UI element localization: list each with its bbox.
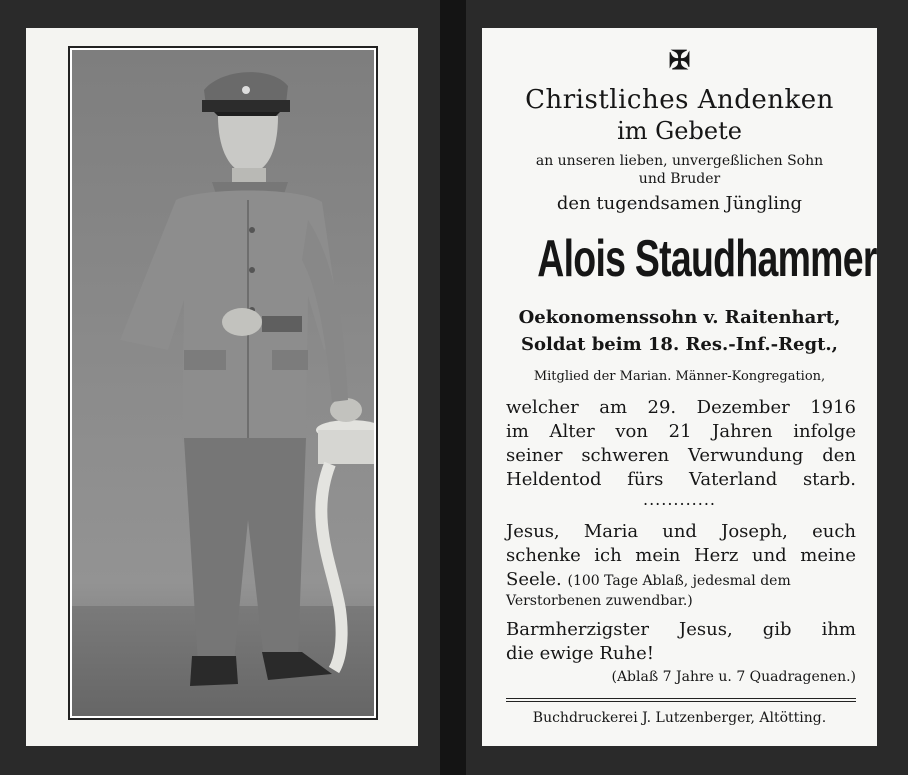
footer-rule-bottom bbox=[506, 701, 856, 702]
printer-credit: Buchdruckerei J. Lutzenberger, Altötting. bbox=[532, 710, 827, 726]
occupation-line: Oekonomenssohn v. Raitenhart, bbox=[518, 307, 841, 328]
membership-line: Mitglied der Marian. Männer-Kongregation, bbox=[533, 369, 826, 384]
prayer1-line-3 bbox=[506, 568, 856, 593]
death-line-1: welcher am 29. Dezember 1916 bbox=[506, 397, 856, 418]
prayer2-note: (Ablaß 7 Jahre u. 7 Quadragenen.) bbox=[611, 669, 856, 685]
card-spine bbox=[440, 0, 466, 775]
death-line-3: seiner schweren Verwundung den bbox=[506, 445, 856, 466]
title-line-1: Christliches Andenken bbox=[525, 85, 834, 115]
prayer2-line-1: Barmherzigster Jesus, gib ihm bbox=[506, 619, 856, 640]
deceased-name: Alois Staudhammer bbox=[537, 230, 877, 288]
title-line-2: im Gebete bbox=[617, 117, 742, 145]
separator-dots: ............ bbox=[642, 490, 717, 509]
prayer1-line-2: schenke ich mein Herz und meine bbox=[506, 545, 856, 566]
prayer1-line-3-main: Seele. bbox=[506, 569, 562, 590]
dedication-line-1: an unseren lieben, unvergeßlichen Sohn bbox=[535, 153, 824, 169]
cross-icon: ✠ bbox=[668, 46, 691, 76]
footer-rule-top bbox=[506, 698, 856, 699]
prayer1-line-4-note: Verstorbenen zuwendbar.) bbox=[506, 593, 693, 609]
death-line-4: Heldentod fürs Vaterland starb. bbox=[506, 469, 856, 490]
prayer2-line-2: die ewige Ruhe! bbox=[506, 643, 654, 664]
memorial-text-card bbox=[482, 28, 877, 746]
prayer1-line-1: Jesus, Maria und Joseph, euch bbox=[506, 521, 856, 542]
soldier-figure bbox=[72, 50, 374, 716]
photo-card bbox=[26, 28, 418, 746]
prayer1-line-3-note: (100 Tage Ablaß, jedesmal dem bbox=[567, 573, 791, 589]
photo-frame bbox=[68, 46, 378, 720]
epithet: den tugendsamen Jüngling bbox=[556, 193, 803, 214]
death-line-2: im Alter von 21 Jahren infolge bbox=[506, 421, 856, 442]
dedication-line-2: und Bruder bbox=[638, 171, 721, 187]
soldier-portrait-photo bbox=[72, 50, 374, 716]
rank-line: Soldat beim 18. Res.-Inf.-Regt., bbox=[521, 334, 838, 355]
